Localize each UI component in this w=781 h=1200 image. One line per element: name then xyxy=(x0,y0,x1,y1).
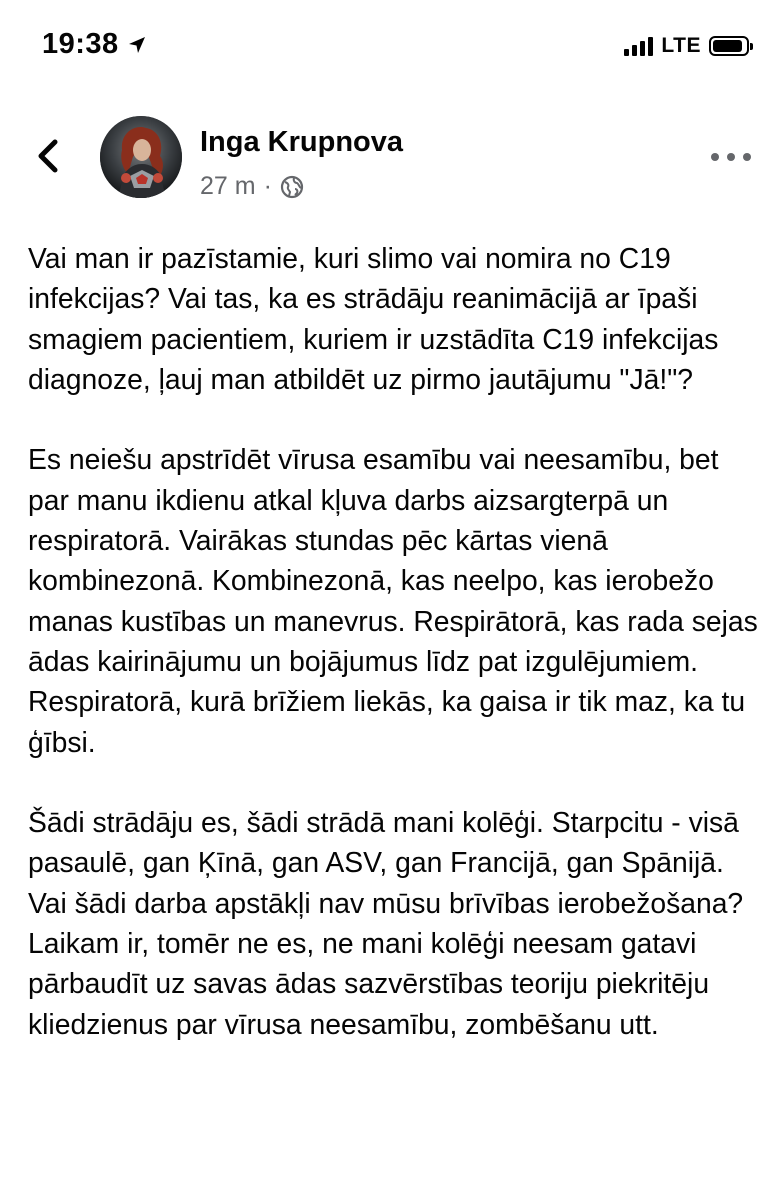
status-time xyxy=(42,28,147,61)
post-paragraph: Vai šādi darba apstākļi nav mūsu brīvības ierobežošana? Laikam ir, tomēr ne es, ne mani kolēģi neesam gatavi pārbaudīt uz savas ādas sazvērstības teoriju piekritēju kliedzienus par vīrusa neesamību, zombēšanu utt. xyxy=(28,886,744,1040)
post-paragraph: Es neiešu apstrīdēt vīrusa esamību vai neesamību, bet par manu ikdienu atkal kļuva darbs aizsargterpā un respiratorā. Vairākas stundas pēc kārtas vienā kombinezonā. Kombinezonā, kas neelpo, kas ierobežo manas kustības un manevrus. Respirātorā, kas rada sejas ādas kairinājumu un bojājumus līdz pat izgulējumiem. Respiratorā, kurā brīžiem liekās, ka gaisa ir tik maz, ka tu ģībsi. xyxy=(28,443,758,758)
avatar[interactable] xyxy=(100,116,182,198)
globe-icon[interactable] xyxy=(280,175,304,199)
cellular-signal-icon xyxy=(624,36,653,56)
chevron-left-icon xyxy=(35,138,61,174)
more-options-button[interactable] xyxy=(711,142,751,172)
status-indicators xyxy=(624,34,755,58)
location-arrow-icon xyxy=(127,35,147,55)
battery-tip xyxy=(750,43,753,50)
more-dot-icon xyxy=(743,153,751,161)
status-time-label: 19:38 xyxy=(42,28,119,60)
battery-fill xyxy=(713,40,742,52)
network-type: LTE xyxy=(661,34,701,57)
post-meta xyxy=(200,172,304,201)
avatar-image xyxy=(100,116,182,198)
post-header xyxy=(0,112,781,212)
post-paragraph: Vai man ir pazīstamie, kuri slimo vai nomira no C19 infekcijas? Vai tas, ka es strādāju reanimācijā ar īpaši smagiem pacientiem, kuriem ir uzstādīta C19 infekcijas diagnoze, ļauj man atbildēt uz pirmo jautājumu "Jā!"? xyxy=(28,242,719,395)
meta-separator: · xyxy=(263,172,272,200)
status-bar xyxy=(0,0,781,96)
author-name[interactable]: Inga Krupnova xyxy=(200,126,404,158)
battery-icon xyxy=(709,36,749,56)
post-time[interactable]: 27 m xyxy=(200,172,256,200)
back-button[interactable] xyxy=(26,134,70,178)
more-dot-icon xyxy=(711,153,719,161)
more-dot-icon xyxy=(727,153,735,161)
post-paragraph: Šādi strādāju es, šādi strādā mani kolēģi. Starpcitu - visā pasaulē, gan Ķīnā, gan ASV, gan Francijā, gan Spānijā. xyxy=(28,806,739,879)
post-body xyxy=(28,238,758,1044)
